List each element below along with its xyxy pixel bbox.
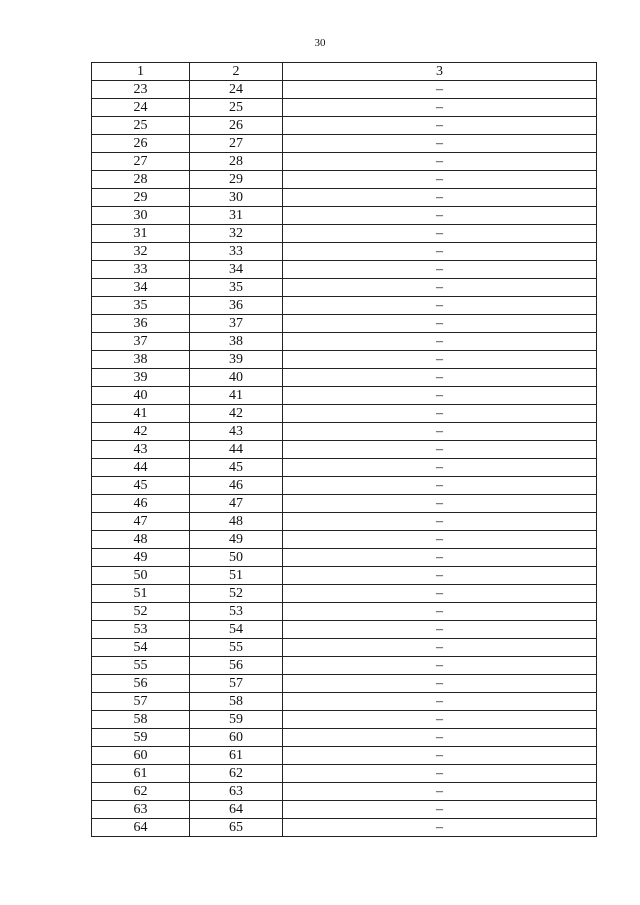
page-number: 30 bbox=[314, 37, 326, 49]
table-cell-col-3: – bbox=[283, 81, 597, 99]
table-cell-col-3: – bbox=[283, 675, 597, 693]
column-header-2: 2 bbox=[190, 63, 283, 81]
table-row bbox=[92, 639, 597, 657]
table-row bbox=[92, 99, 597, 117]
table-cell-col-3: – bbox=[283, 585, 597, 603]
table-cell-col-2: 48 bbox=[190, 513, 283, 531]
table-row bbox=[92, 405, 597, 423]
table-cell-col-3: – bbox=[283, 279, 597, 297]
table-row bbox=[92, 387, 597, 405]
table-cell-col-1: 39 bbox=[92, 369, 190, 387]
table-row bbox=[92, 225, 597, 243]
table-cell-col-2: 25 bbox=[190, 99, 283, 117]
table-cell-col-1: 41 bbox=[92, 405, 190, 423]
table-cell-col-1: 46 bbox=[92, 495, 190, 513]
table-cell-col-2: 46 bbox=[190, 477, 283, 495]
table-cell-col-3: – bbox=[283, 729, 597, 747]
table-cell-col-2: 28 bbox=[190, 153, 283, 171]
table-cell-col-3: – bbox=[283, 135, 597, 153]
table-row bbox=[92, 135, 597, 153]
table-cell-col-1: 26 bbox=[92, 135, 190, 153]
table-cell-col-2: 26 bbox=[190, 117, 283, 135]
table-row bbox=[92, 549, 597, 567]
table-cell-col-2: 49 bbox=[190, 531, 283, 549]
table-cell-col-2: 45 bbox=[190, 459, 283, 477]
table-cell-col-1: 25 bbox=[92, 117, 190, 135]
table-cell-col-1: 35 bbox=[92, 297, 190, 315]
table-cell-col-1: 54 bbox=[92, 639, 190, 657]
table-row bbox=[92, 81, 597, 99]
table-cell-col-2: 44 bbox=[190, 441, 283, 459]
table-cell-col-3: – bbox=[283, 189, 597, 207]
table-row bbox=[92, 603, 597, 621]
column-header-1: 1 bbox=[92, 63, 190, 81]
table-cell-col-1: 49 bbox=[92, 549, 190, 567]
table-cell-col-2: 38 bbox=[190, 333, 283, 351]
table-cell-col-1: 38 bbox=[92, 351, 190, 369]
table-cell-col-1: 63 bbox=[92, 801, 190, 819]
table-cell-col-1: 58 bbox=[92, 711, 190, 729]
table-cell-col-1: 44 bbox=[92, 459, 190, 477]
table-cell-col-3: – bbox=[283, 153, 597, 171]
table-cell-col-2: 35 bbox=[190, 279, 283, 297]
table-row bbox=[92, 153, 597, 171]
table-cell-col-1: 33 bbox=[92, 261, 190, 279]
table-cell-col-3: – bbox=[283, 171, 597, 189]
table-cell-col-2: 41 bbox=[190, 387, 283, 405]
table-row bbox=[92, 117, 597, 135]
table-cell-col-3: – bbox=[283, 711, 597, 729]
table-cell-col-3: – bbox=[283, 207, 597, 225]
table-cell-col-3: – bbox=[283, 117, 597, 135]
table-cell-col-3: – bbox=[283, 747, 597, 765]
table-cell-col-1: 28 bbox=[92, 171, 190, 189]
table-cell-col-2: 51 bbox=[190, 567, 283, 585]
table-row bbox=[92, 495, 597, 513]
table-row bbox=[92, 585, 597, 603]
table-cell-col-1: 48 bbox=[92, 531, 190, 549]
table-cell-col-2: 47 bbox=[190, 495, 283, 513]
table-row bbox=[92, 819, 597, 837]
table-cell-col-1: 36 bbox=[92, 315, 190, 333]
table-cell-col-1: 64 bbox=[92, 819, 190, 837]
table-cell-col-1: 57 bbox=[92, 693, 190, 711]
table-cell-col-3: – bbox=[283, 99, 597, 117]
table-cell-col-3: – bbox=[283, 315, 597, 333]
table-cell-col-2: 59 bbox=[190, 711, 283, 729]
table-cell-col-2: 60 bbox=[190, 729, 283, 747]
table-cell-col-2: 27 bbox=[190, 135, 283, 153]
table-row bbox=[92, 765, 597, 783]
table-row bbox=[92, 675, 597, 693]
table-cell-col-1: 61 bbox=[92, 765, 190, 783]
table-cell-col-2: 61 bbox=[190, 747, 283, 765]
table-cell-col-3: – bbox=[283, 531, 597, 549]
table-cell-col-3: – bbox=[283, 477, 597, 495]
table-cell-col-1: 56 bbox=[92, 675, 190, 693]
table-cell-col-1: 23 bbox=[92, 81, 190, 99]
table-row bbox=[92, 657, 597, 675]
table-row bbox=[92, 279, 597, 297]
table-cell-col-3: – bbox=[283, 387, 597, 405]
table-row bbox=[92, 801, 597, 819]
table-row bbox=[92, 207, 597, 225]
table-cell-col-1: 42 bbox=[92, 423, 190, 441]
table-cell-col-3: – bbox=[283, 801, 597, 819]
table-cell-col-3: – bbox=[283, 225, 597, 243]
table-cell-col-2: 65 bbox=[190, 819, 283, 837]
table-cell-col-2: 30 bbox=[190, 189, 283, 207]
table-cell-col-1: 53 bbox=[92, 621, 190, 639]
table-row bbox=[92, 729, 597, 747]
table-row bbox=[92, 693, 597, 711]
table-cell-col-1: 60 bbox=[92, 747, 190, 765]
table-row bbox=[92, 243, 597, 261]
table-cell-col-3: – bbox=[283, 765, 597, 783]
table-cell-col-3: – bbox=[283, 549, 597, 567]
table-cell-col-2: 57 bbox=[190, 675, 283, 693]
table-cell-col-1: 52 bbox=[92, 603, 190, 621]
header-row bbox=[92, 63, 597, 81]
table-row bbox=[92, 531, 597, 549]
table-row bbox=[92, 351, 597, 369]
table-cell-col-1: 40 bbox=[92, 387, 190, 405]
table-cell-col-1: 34 bbox=[92, 279, 190, 297]
table-cell-col-2: 37 bbox=[190, 315, 283, 333]
table-cell-col-1: 37 bbox=[92, 333, 190, 351]
table-cell-col-1: 32 bbox=[92, 243, 190, 261]
table-cell-col-2: 64 bbox=[190, 801, 283, 819]
data-table bbox=[91, 62, 597, 837]
table-cell-col-3: – bbox=[283, 657, 597, 675]
table-cell-col-2: 55 bbox=[190, 639, 283, 657]
table-cell-col-1: 31 bbox=[92, 225, 190, 243]
table-cell-col-1: 45 bbox=[92, 477, 190, 495]
table-cell-col-3: – bbox=[283, 621, 597, 639]
table-row bbox=[92, 513, 597, 531]
table-cell-col-3: – bbox=[283, 243, 597, 261]
table-row bbox=[92, 171, 597, 189]
table-cell-col-1: 62 bbox=[92, 783, 190, 801]
table-cell-col-3: – bbox=[283, 639, 597, 657]
table-cell-col-1: 50 bbox=[92, 567, 190, 585]
table-cell-col-2: 56 bbox=[190, 657, 283, 675]
table-cell-col-3: – bbox=[283, 405, 597, 423]
table-cell-col-3: – bbox=[283, 333, 597, 351]
table-cell-col-1: 59 bbox=[92, 729, 190, 747]
table-cell-col-2: 40 bbox=[190, 369, 283, 387]
table-body bbox=[92, 81, 597, 837]
table-cell-col-2: 24 bbox=[190, 81, 283, 99]
table-row bbox=[92, 441, 597, 459]
table-cell-col-3: – bbox=[283, 459, 597, 477]
table-cell-col-2: 50 bbox=[190, 549, 283, 567]
table-row bbox=[92, 297, 597, 315]
table-cell-col-1: 43 bbox=[92, 441, 190, 459]
table-cell-col-3: – bbox=[283, 351, 597, 369]
table-cell-col-3: – bbox=[283, 567, 597, 585]
table-row bbox=[92, 747, 597, 765]
table-row bbox=[92, 567, 597, 585]
table-row bbox=[92, 261, 597, 279]
table-cell-col-2: 34 bbox=[190, 261, 283, 279]
table-cell-col-3: – bbox=[283, 783, 597, 801]
table-cell-col-2: 58 bbox=[190, 693, 283, 711]
table-row bbox=[92, 333, 597, 351]
table-cell-col-2: 62 bbox=[190, 765, 283, 783]
table-cell-col-1: 24 bbox=[92, 99, 190, 117]
table-cell-col-3: – bbox=[283, 369, 597, 387]
table-row bbox=[92, 621, 597, 639]
table-cell-col-1: 27 bbox=[92, 153, 190, 171]
table-cell-col-2: 33 bbox=[190, 243, 283, 261]
table-header bbox=[92, 63, 597, 81]
table-cell-col-1: 51 bbox=[92, 585, 190, 603]
table-row bbox=[92, 423, 597, 441]
table-cell-col-3: – bbox=[283, 495, 597, 513]
table-cell-col-3: – bbox=[283, 261, 597, 279]
table-row bbox=[92, 189, 597, 207]
table-cell-col-2: 29 bbox=[190, 171, 283, 189]
table-row bbox=[92, 711, 597, 729]
table-cell-col-3: – bbox=[283, 423, 597, 441]
table-cell-col-1: 47 bbox=[92, 513, 190, 531]
table-cell-col-2: 54 bbox=[190, 621, 283, 639]
table-cell-col-2: 31 bbox=[190, 207, 283, 225]
table-cell-col-2: 32 bbox=[190, 225, 283, 243]
table-cell-col-1: 55 bbox=[92, 657, 190, 675]
table-cell-col-2: 43 bbox=[190, 423, 283, 441]
table-cell-col-3: – bbox=[283, 297, 597, 315]
table-cell-col-2: 52 bbox=[190, 585, 283, 603]
table-cell-col-1: 30 bbox=[92, 207, 190, 225]
table-cell-col-3: – bbox=[283, 693, 597, 711]
table-cell-col-3: – bbox=[283, 513, 597, 531]
table-row bbox=[92, 369, 597, 387]
table-cell-col-2: 36 bbox=[190, 297, 283, 315]
table-row bbox=[92, 459, 597, 477]
table-cell-col-3: – bbox=[283, 819, 597, 837]
table-cell-col-2: 63 bbox=[190, 783, 283, 801]
column-header-3: 3 bbox=[283, 63, 597, 81]
table-row bbox=[92, 783, 597, 801]
table-cell-col-1: 29 bbox=[92, 189, 190, 207]
table-cell-col-2: 42 bbox=[190, 405, 283, 423]
table-cell-col-3: – bbox=[283, 441, 597, 459]
table-row bbox=[92, 315, 597, 333]
table-cell-col-2: 39 bbox=[190, 351, 283, 369]
table-cell-col-3: – bbox=[283, 603, 597, 621]
table-cell-col-2: 53 bbox=[190, 603, 283, 621]
table-row bbox=[92, 477, 597, 495]
